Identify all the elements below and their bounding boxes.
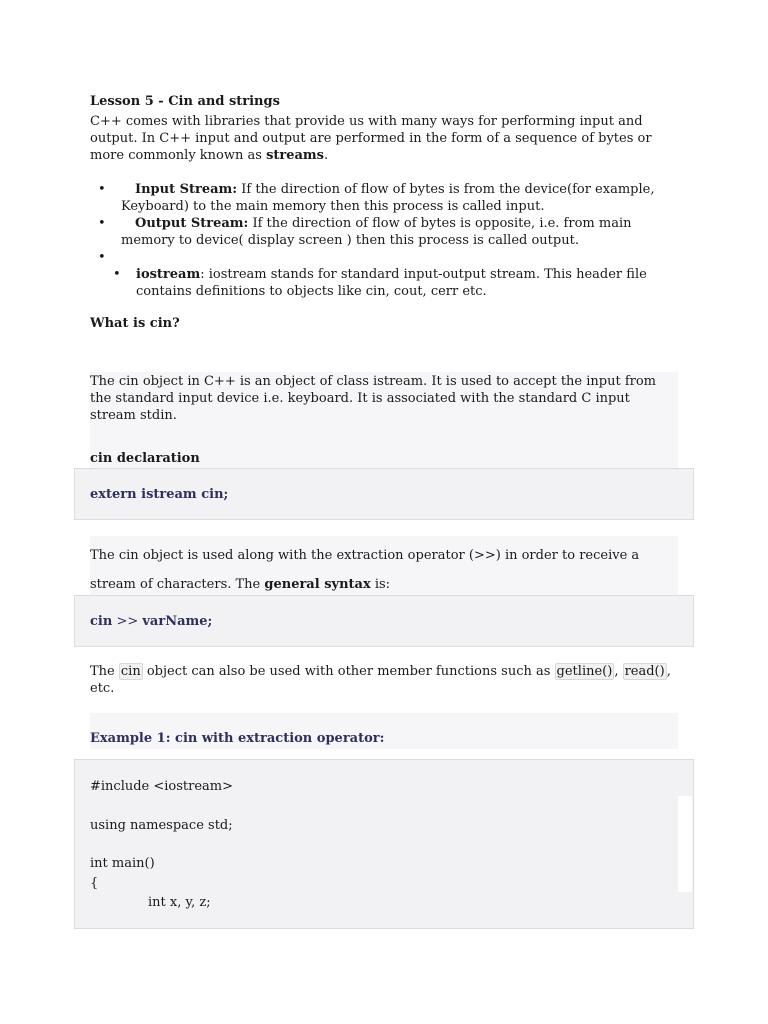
member-functions-paragraph [90, 663, 690, 697]
code-line: int x, y, z; [148, 895, 211, 910]
syntax-varname: varName; [142, 614, 213, 629]
intro-text: C++ comes with libraries that provide us with many ways for performing input and output. In C++ input and output are performed in the form of a sequence of bytes or more commonly known as [90, 114, 652, 163]
usage-line-2 [90, 577, 670, 592]
bullet-output-stream [90, 215, 680, 249]
general-syntax-term: general syntax [264, 577, 371, 592]
cin-description: The cin object in C++ is an object of class istream. It is used to accept the input from the standard input device i.e. keyboard. It is associated with the standard C input stream stdin. [90, 374, 657, 423]
syntax-operator: >> [112, 614, 143, 629]
bullet-dot: • [98, 216, 106, 231]
bullet-input-stream [90, 181, 680, 215]
example-code-block [74, 759, 694, 929]
sub-bullet-heading: iostream [136, 267, 201, 282]
bullet-heading: Output Stream: [135, 216, 249, 231]
bullet-dot: • [98, 182, 106, 197]
inline-code-cin: cin [120, 664, 141, 679]
intro-paragraph [90, 113, 670, 164]
bullet-dot: • [98, 250, 106, 265]
member-separator: , [614, 664, 623, 679]
lesson-title: Lesson 5 - Cin and strings [90, 94, 280, 109]
intro-streams-term: streams [266, 148, 325, 163]
member-text: object can also be used with other member functions such as [142, 664, 555, 679]
bullet-text: If the direction of flow of bytes is from the device(for example, Keyboard) to the main memory then this process is called input. [121, 182, 655, 214]
intro-end: . [324, 148, 329, 163]
sub-bullet-text: : iostream stands for standard input-output stream. This header file contains definitions to objects like cin, cout, cerr etc. [136, 267, 647, 299]
bullet-heading: Input Stream: [135, 182, 238, 197]
stream-bullet-list [90, 181, 680, 300]
inline-code-getline: getline() [556, 664, 613, 679]
bullet-dot: • [113, 267, 121, 282]
syntax-code [90, 614, 212, 629]
code-line: { [90, 876, 99, 891]
code-line: #include <iostream> [90, 779, 234, 794]
bullet-text: If the direction of flow of bytes is opposite, i.e. from main memory to device( display screen ) then this process is called output. [121, 216, 632, 248]
usage-text: stream of characters. The [90, 577, 265, 592]
syntax-code-block [74, 595, 694, 647]
sub-bullet-iostream [90, 266, 680, 300]
example-heading: Example 1: cin with extraction operator: [90, 731, 385, 746]
bullet-empty [90, 249, 680, 266]
code-line: using namespace std; [90, 818, 233, 833]
member-text-end: , etc. [90, 664, 671, 696]
usage-line-1: The cin object is used along with the extraction operator (>>) in order to receive a [90, 548, 640, 563]
syntax-cin: cin [90, 614, 113, 629]
declaration-code: extern istream cin; [90, 487, 229, 502]
declaration-code-block [74, 468, 694, 520]
code-line: int main() [90, 856, 155, 871]
section-heading-what-is-cin: What is cin? [90, 316, 180, 331]
code-block-gap [678, 796, 692, 892]
cin-declaration-heading: cin declaration [90, 451, 200, 466]
member-text: The [90, 664, 119, 679]
usage-end: is: [370, 577, 391, 592]
inline-code-read: read() [624, 664, 665, 679]
